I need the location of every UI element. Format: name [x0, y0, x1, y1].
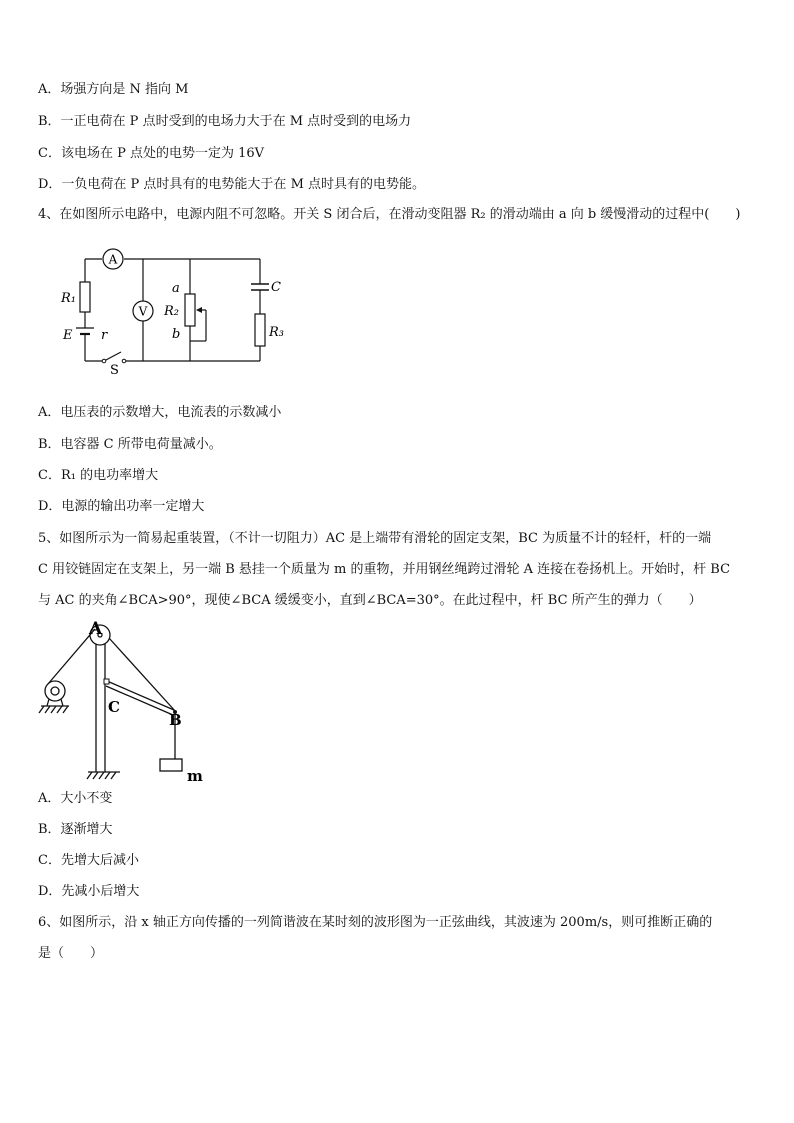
mass-label: m	[187, 767, 203, 785]
q5-option-a: A．大小不变	[38, 791, 113, 806]
point-b-label: B	[169, 711, 182, 729]
internal-resistance-label: r	[101, 328, 108, 343]
r2-label: R₂	[164, 304, 179, 319]
q5-option-b: B．逐渐增大	[38, 822, 113, 837]
q3-option-b: B．一正电荷在 P 点时受到的电场力大于在 M 点时受到的电场力	[38, 114, 412, 129]
q4-option-a: A．电压表的示数增大，电流表的示数减小	[38, 405, 282, 420]
q4-stem: 4、在如图所示电路中，电源内阻不可忽略。开关 S 闭合后，在滑动变阻器 R₂ 的滑动端由 a 向 b 缓慢滑动的过程中( )	[38, 207, 741, 222]
ammeter-label: A	[108, 252, 118, 267]
q5-stem-line-1: 5、如图所示为一简易起重装置，（不计一切阻力）AC 是上端带有滑轮的固定支架，BC 为质量不计的轻杆，杆的一端	[38, 531, 712, 546]
q3-option-a: A．场强方向是 N 指向 M	[38, 82, 189, 97]
q5-option-d: D．先减小后增大	[38, 884, 140, 899]
r2-end-a-label: a	[172, 281, 180, 296]
q4-option-b: B．电容器 C 所带电荷量减小。	[38, 437, 222, 452]
q6-stem-line-2: 是（ ）	[38, 946, 104, 961]
capacitor-label: C	[271, 280, 281, 295]
q5-stem-line-2: C 用铰链固定在支架上，另一端 B 悬挂一个质量为 m 的重物，并用钢丝绳跨过滑轮 A 连接在卷扬机上。开始时，杆 BC	[38, 562, 731, 577]
q4-option-d: D．电源的输出功率一定增大	[38, 499, 205, 514]
q4-circuit-diagram	[55, 244, 295, 376]
r3-label: R₃	[269, 325, 284, 340]
point-c-label: C	[108, 698, 120, 716]
r1-label: R₁	[61, 291, 76, 306]
q3-option-d: D．一负电荷在 P 点时具有的电势能大于在 M 点时具有的电势能。	[38, 177, 426, 192]
r2-end-b-label: b	[172, 327, 181, 342]
q5-option-c: C．先增大后减小	[38, 853, 139, 868]
q5-stem-line-3: 与 AC 的夹角∠BCA>90°，现使∠BCA 缓缓变小，直到∠BCA=30°。在此过程中，杆 BC 所产生的弹力（ ）	[38, 593, 702, 608]
point-a-label: A	[89, 619, 103, 639]
q4-option-c: C．R₁ 的电功率增大	[38, 468, 159, 483]
q5-crane-diagram	[38, 614, 214, 786]
q6-stem-line-1: 6、如图所示，沿 x 轴正方向传播的一列简谐波在某时刻的波形图为一正弦曲线，其波速为 200m/s，则可推断正确的	[38, 915, 713, 930]
switch-label: S	[110, 363, 119, 376]
voltmeter-label: V	[138, 304, 148, 319]
emf-label: E	[63, 328, 73, 343]
q3-option-c: C．该电场在 P 点处的电势一定为 16V	[38, 146, 265, 161]
